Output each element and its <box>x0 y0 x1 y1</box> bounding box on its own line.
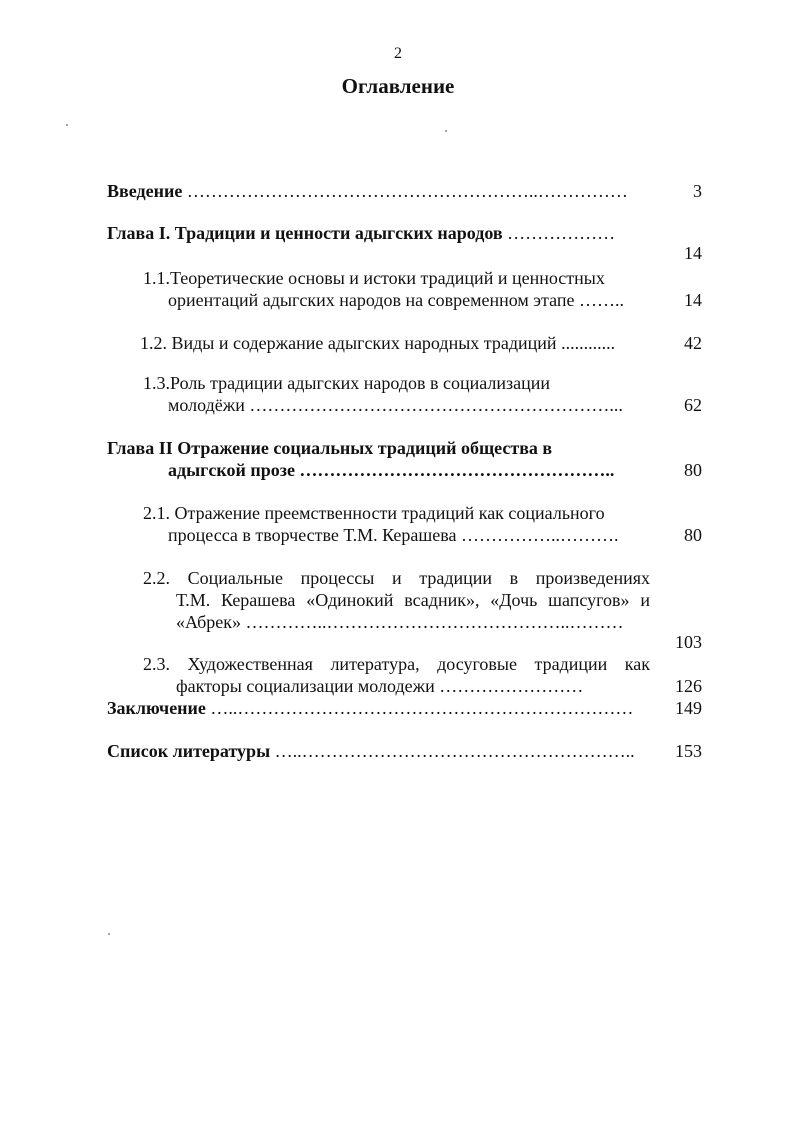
toc-intro-label: Введение <box>107 181 183 201</box>
toc-s22-page: 103 <box>675 632 702 652</box>
toc-references-page: 153 <box>675 741 702 761</box>
toc-conclusion-leader: …..………………………………………………………… <box>210 698 634 718</box>
toc-s11-line1: 1.1.Теоретические основы и истоки традиций и ценностных <box>143 268 605 288</box>
toc-conclusion-page: 149 <box>675 698 702 718</box>
toc-s13-line1: 1.3.Роль традиции адыгских народов в социализации <box>143 373 551 393</box>
scan-speck <box>108 933 110 935</box>
toc-intro-leader: …………………………………………………..…………… <box>186 181 628 201</box>
toc-s23-line2: факторы социализации молодежи …………………… <box>176 676 584 696</box>
toc-entry-intro <box>107 180 628 202</box>
toc-s13-line2: молодёжи ……………………………………………………... <box>168 395 623 415</box>
toc-entry-chapter-2 <box>168 459 614 481</box>
toc-references-label: Список литературы <box>107 741 271 761</box>
toc-s22-line3: «Абрек» …………..…………………………………..……… <box>176 612 624 632</box>
toc-conclusion-label: Заключение <box>107 698 206 718</box>
toc-s11-line2: ориентаций адыгских народов на современном этапе …….. <box>168 290 624 310</box>
toc-s12-page: 42 <box>684 333 702 353</box>
toc-s21-page: 80 <box>684 525 702 545</box>
toc-s12-text: 1.2. Виды и содержание адыгских народных традиций ............ <box>140 333 616 353</box>
toc-s13-page: 62 <box>684 395 702 415</box>
toc-entry-chapter-1 <box>107 222 615 244</box>
toc-s21-line1: 2.1. Отражение преемственности традиций как социального <box>143 503 605 523</box>
scan-speck <box>445 130 447 132</box>
toc-ch1-label: Глава I. Традиции и ценности адыгских народов <box>107 223 503 243</box>
toc-s11-page: 14 <box>684 290 702 310</box>
toc-ch2-page: 80 <box>684 460 702 480</box>
toc-s23-page: 126 <box>675 676 702 696</box>
toc-references-leader: …..……………………………………………….. <box>274 741 635 761</box>
toc-entry-references <box>107 740 635 762</box>
toc-ch2-line2: адыгской прозе …………………………………………….. <box>168 460 615 480</box>
scan-speck <box>66 124 68 126</box>
toc-ch2-line1: Глава II Отражение социальных традиций общества в <box>107 438 553 458</box>
toc-s21-line2: процесса в творчестве Т.М. Керашева ……………..………. <box>168 525 619 545</box>
toc-s23-line1: 2.3. Художественная литература, досуговые традиции как <box>143 654 650 674</box>
toc-ch1-page: 14 <box>684 243 702 263</box>
page-title: Оглавление <box>341 74 455 98</box>
toc-ch1-leader: ……………… <box>507 223 616 243</box>
page-number: 2 <box>394 45 402 62</box>
toc-intro-page: 3 <box>693 181 702 201</box>
toc-s22-line2: Т.М. Керашева «Одинокий всадник», «Дочь шапсугов» и <box>176 590 650 610</box>
toc-entry-conclusion <box>107 697 633 719</box>
toc-s22-line1: 2.2. Социальные процессы и традиции в произведениях <box>143 568 650 588</box>
